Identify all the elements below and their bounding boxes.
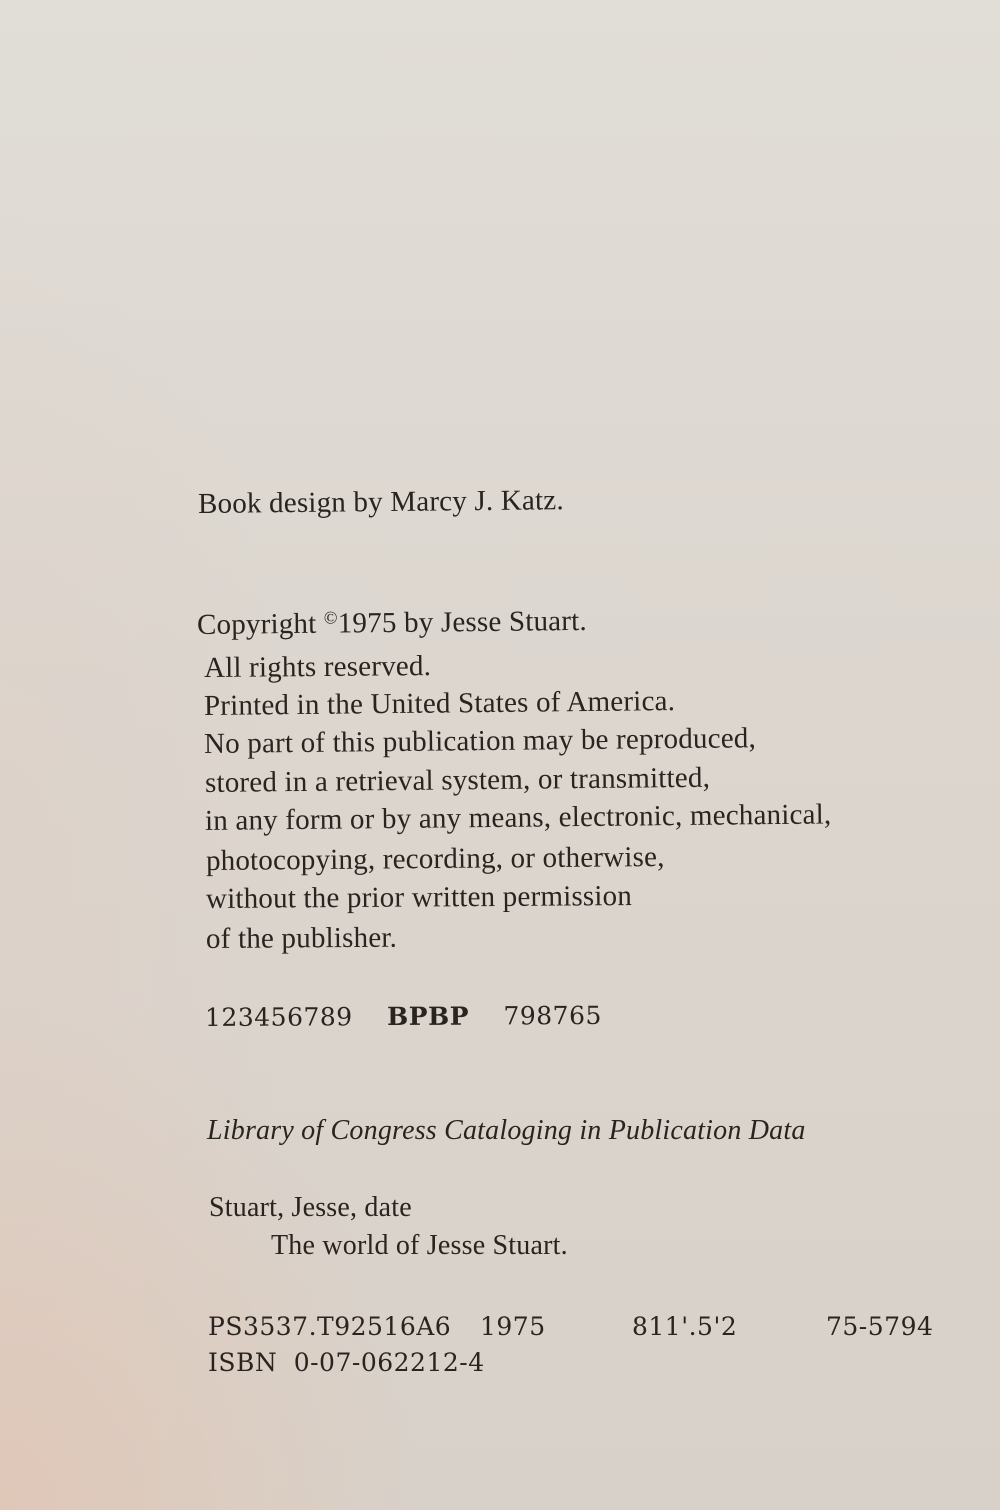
copyright-prefix: Copyright bbox=[196, 607, 317, 641]
copyright-year: 1975 bbox=[337, 606, 397, 640]
cip-year: 1975 bbox=[480, 1312, 546, 1341]
cip-classification-line bbox=[208, 1314, 938, 1339]
cip-call-number: PS3537.T92516A6 bbox=[208, 1312, 452, 1341]
copyright-holder: by Jesse Stuart. bbox=[403, 604, 588, 639]
cip-dewey: 811'.5'2 bbox=[632, 1312, 738, 1341]
rights-line: in any form or by any means, electronic, mechanical, bbox=[204, 798, 832, 837]
design-credit: Book design by Marcy J. Katz. bbox=[197, 484, 564, 520]
cip-lccn: 75-5794 bbox=[826, 1312, 934, 1341]
cip-heading: Library of Congress Cataloging in Publication Data bbox=[207, 1115, 806, 1146]
printing-line bbox=[204, 1000, 602, 1032]
cip-author: Stuart, Jesse, date bbox=[209, 1192, 412, 1223]
printing-code: BPBP bbox=[387, 1001, 470, 1032]
rights-line: All rights reserved. bbox=[203, 650, 432, 684]
rights-line: without the prior written permission bbox=[205, 880, 633, 915]
isbn-label: ISBN bbox=[208, 1348, 278, 1377]
copyright-symbol: © bbox=[323, 607, 338, 628]
printing-sequence: 798765 bbox=[503, 1000, 602, 1031]
rights-line: of the publisher. bbox=[205, 921, 398, 955]
rights-line: No part of this publication may be reproduced, bbox=[203, 722, 757, 760]
printing-numbers: 123456789 bbox=[204, 1002, 353, 1032]
rights-line: stored in a retrieval system, or transmitted, bbox=[204, 761, 711, 799]
rights-line: photocopying, recording, or otherwise, bbox=[205, 840, 665, 877]
isbn-number: 0-07-062212-4 bbox=[293, 1348, 485, 1377]
cip-isbn-line bbox=[208, 1350, 485, 1375]
cip-title: The world of Jesse Stuart. bbox=[271, 1230, 568, 1261]
rights-line: Printed in the United States of America. bbox=[203, 685, 676, 722]
